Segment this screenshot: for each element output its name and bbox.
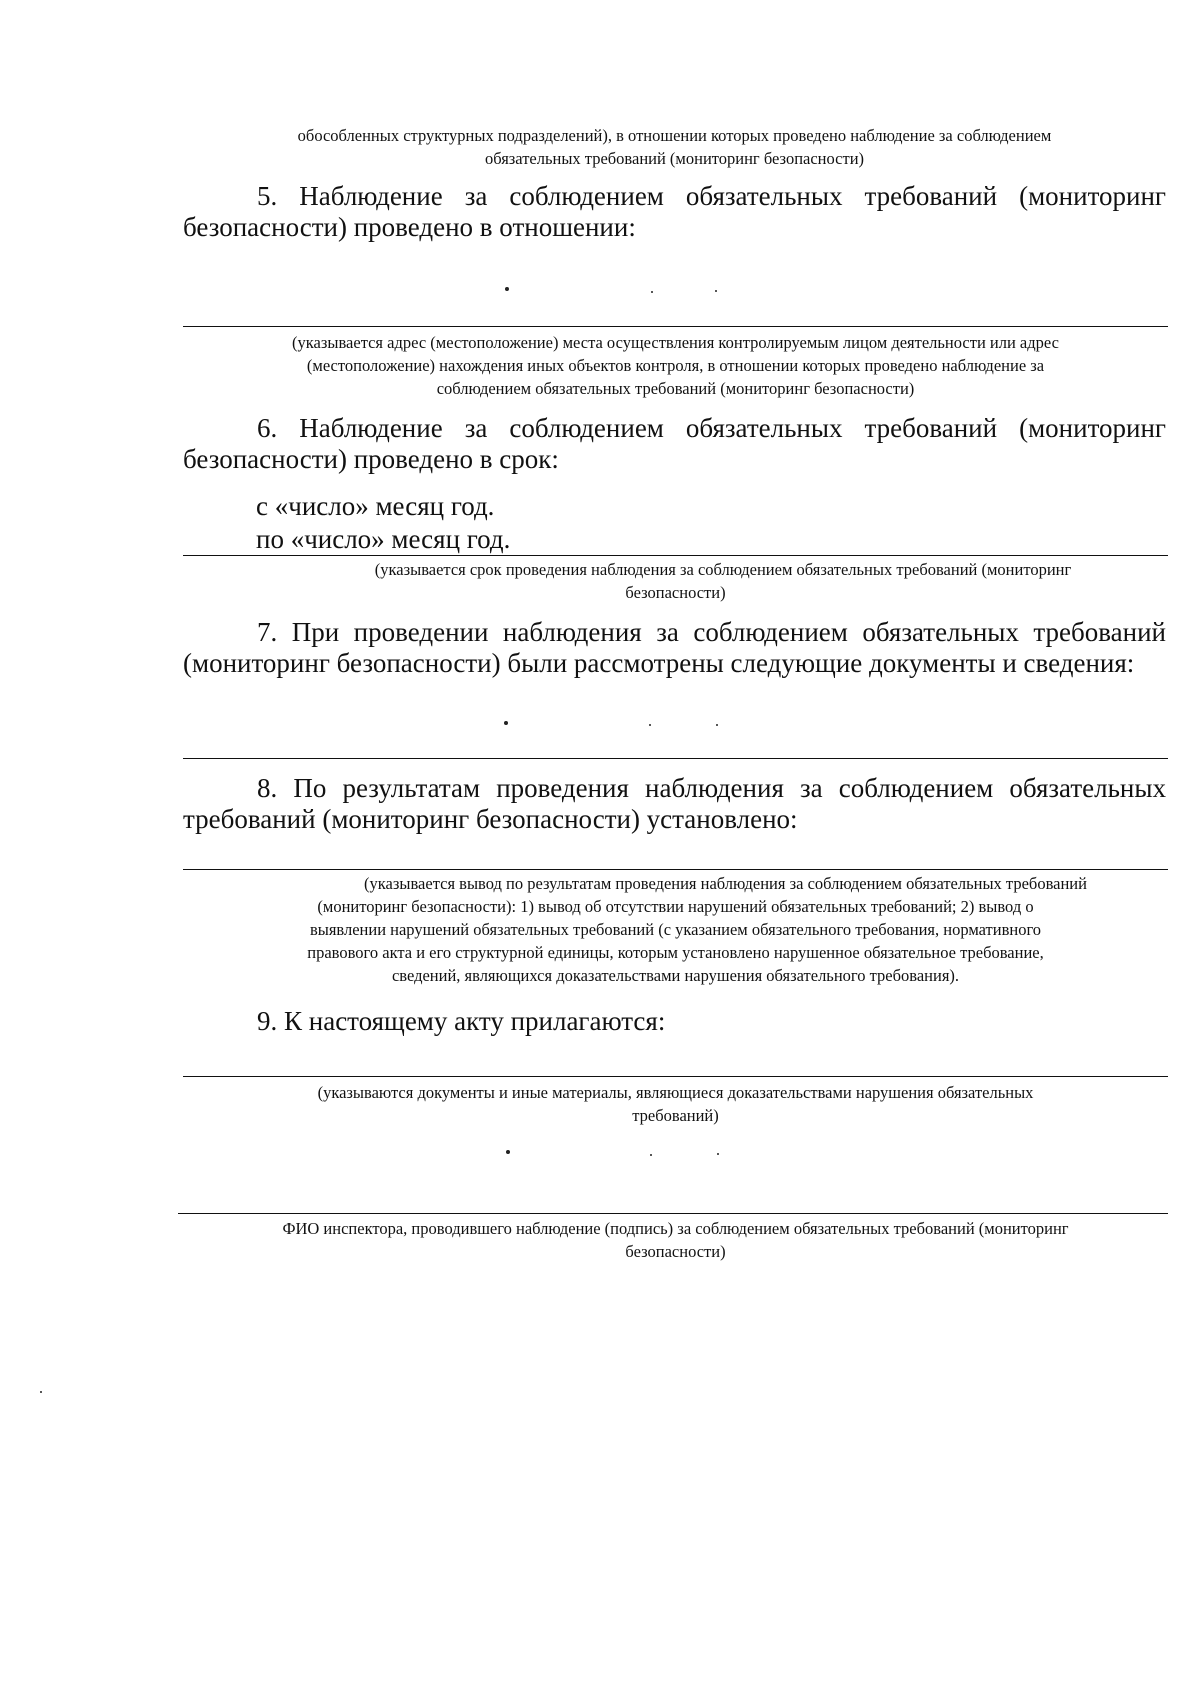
- item-8-note-line-4: правового акта и его структурной единицы, которым установлено нарушенное обязательное требование,: [307, 943, 1044, 962]
- item-9-note: [183, 1081, 1168, 1127]
- item-6-text: [183, 413, 1166, 475]
- item-5-label: 5. Наблюдение за соблюдением обязательных требований (мониторинг безопасности) проведено в отношении:: [183, 181, 1166, 242]
- item-8-note-line-5: сведений, являющихся доказательствами нарушения обязательного требования).: [391, 966, 960, 985]
- header-note-line-2: обязательных требований (мониторинг безопасности): [484, 149, 865, 168]
- item-8-text: [183, 773, 1166, 835]
- scan-dot: [651, 291, 653, 293]
- item-6-label: 6. Наблюдение за соблюдением обязательных требований (мониторинг безопасности) проведено в срок:: [183, 413, 1166, 474]
- item-8-note: [183, 872, 1168, 987]
- item-9-attachments-line: [183, 1076, 1168, 1077]
- item-7-text: [183, 617, 1166, 679]
- item-6-date-from: с «число» месяц год.: [256, 491, 495, 521]
- item-5-note-line-1: (указывается адрес (местоположение) места осуществления контролируемым лицом деятельности или адрес: [292, 333, 1059, 352]
- item-8-note-line-2: (мониторинг безопасности): 1) вывод об отсутствии нарушений обязательных требований; 2) вывод о: [317, 897, 1034, 916]
- signature-note-line-2: безопасности): [625, 1242, 726, 1261]
- item-9-text: [183, 1006, 1166, 1037]
- scan-dot: [650, 1154, 652, 1156]
- item-6-note-line-2: безопасности): [625, 583, 726, 602]
- item-9-note-line-1: (указываются документы и иные материалы, являющиеся доказательствами нарушения обязательных: [317, 1083, 1034, 1102]
- scan-dot: [40, 1391, 42, 1393]
- scan-dot: [506, 1150, 510, 1154]
- item-6-date-to: по «число» месяц год.: [256, 524, 511, 554]
- item-9-label: 9. К настоящему акту прилагаются:: [257, 1006, 666, 1036]
- item-8-conclusion-line: [183, 869, 1168, 870]
- scan-dot: [649, 724, 651, 726]
- scan-dot: [504, 721, 508, 725]
- scan-dot: [505, 287, 509, 291]
- item-6-period-line: [183, 555, 1168, 556]
- item-5-note-line-3: соблюдением обязательных требований (мониторинг безопасности): [436, 379, 915, 398]
- scan-dot: [715, 290, 717, 292]
- item-5-note-line-2: (местоположение) нахождения иных объектов контроля, в отношении которых проведено наблюдение за: [306, 356, 1045, 375]
- item-8-note-line-1: (указывается вывод по результатам проведения наблюдения за соблюдением обязательных требований: [364, 874, 1087, 893]
- item-9-note-line-2: требований): [632, 1106, 719, 1125]
- scan-dot: [717, 1153, 719, 1155]
- item-8-note-line-3: выявлении нарушений обязательных требований (с указанием обязательного требования, нормативного: [309, 920, 1042, 939]
- signature-line: [178, 1213, 1168, 1214]
- item-5-text: [183, 181, 1166, 243]
- item-6-note: [183, 558, 1168, 604]
- header-note: [183, 124, 1166, 170]
- item-8-label: 8. По результатам проведения наблюдения за соблюдением обязательных требований (мониторинг безопасности) установлено:: [183, 773, 1166, 834]
- item-5-address-line: [183, 326, 1168, 327]
- item-6-note-line-1: (указывается срок проведения наблюдения за соблюдением обязательных требований (мониторинг: [374, 560, 1072, 579]
- signature-note-line-1: ФИО инспектора, проводившего наблюдение (подпись) за соблюдением обязательных требований (мониторинг: [282, 1219, 1069, 1238]
- header-note-line-1: обособленных структурных подразделений), в отношении которых проведено наблюдение за соблюдением: [297, 126, 1052, 145]
- item-7-documents-line: [183, 758, 1168, 759]
- signature-note: [178, 1217, 1173, 1263]
- scan-dot: [716, 724, 718, 726]
- item-7-label: 7. При проведении наблюдения за соблюдением обязательных требований (мониторинг безопасности) были рассмотрены следующие документы и сведения:: [183, 617, 1166, 678]
- item-5-note: [183, 331, 1168, 400]
